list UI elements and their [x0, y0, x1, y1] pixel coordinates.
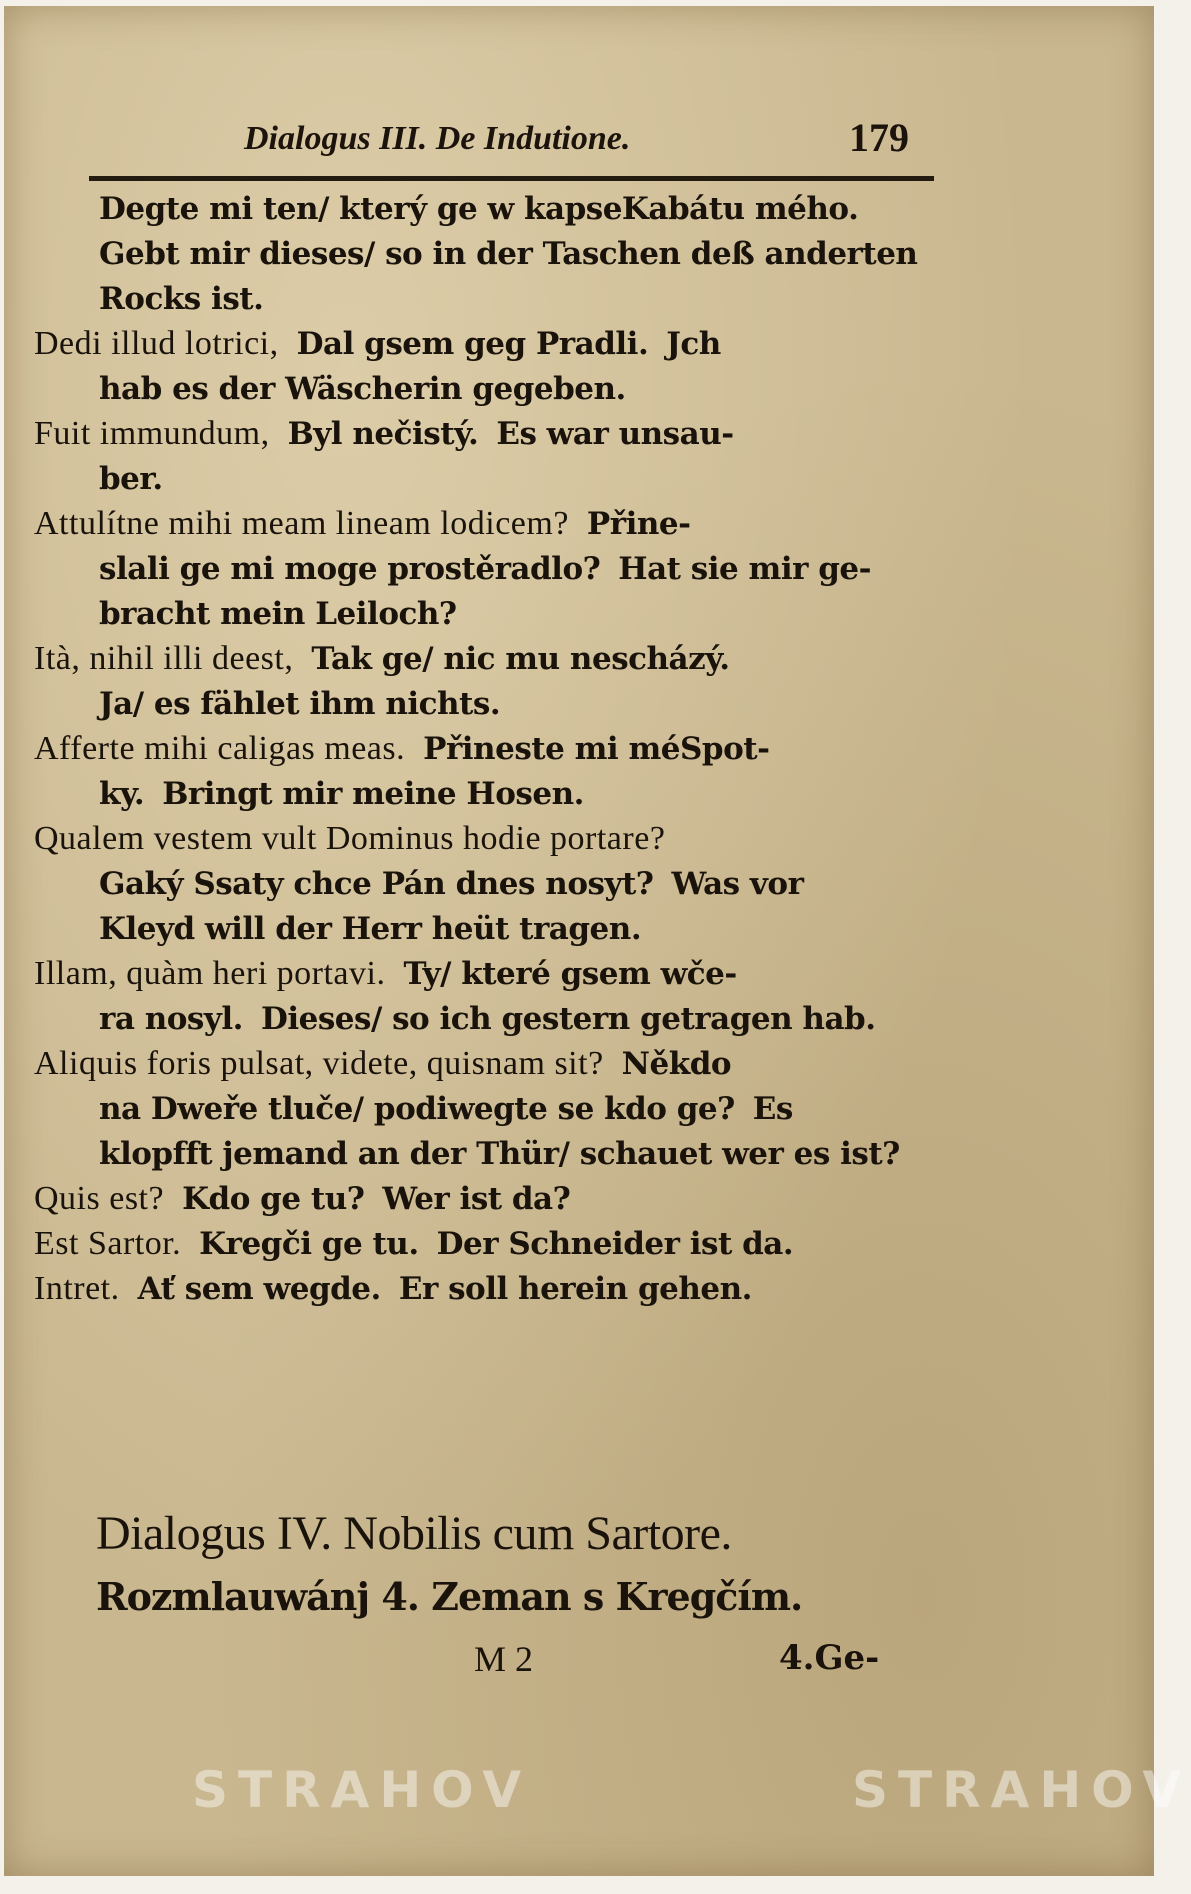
german-phrase: Kleyd will der Herr heüt tragen. [99, 911, 642, 947]
german-phrase: Dieses/ so ich gestern getragen hab. [260, 1001, 876, 1037]
german-phrase: Jch [666, 326, 721, 362]
watermark-left: STRAHOV [192, 1761, 532, 1819]
german-phrase: Er soll herein gehen. [398, 1271, 752, 1307]
latin-phrase: Ità, nihil illi deest, [34, 640, 294, 677]
german-phrase: Was vor [671, 866, 804, 902]
bohemian-phrase: Někdo [621, 1046, 732, 1082]
section-title-bohemian: Rozmlauwánj 4. Zeman s Kregčím. [96, 1574, 803, 1619]
german-phrase: ber. [99, 461, 163, 497]
bohemian-phrase: Přineste mi méSpot- [423, 731, 770, 767]
text-line [34, 1131, 944, 1176]
text-line [34, 996, 944, 1041]
german-phrase: Bringt mir meine Hosen. [162, 776, 584, 812]
bohemian-phrase: Gaký Ssaty chce Pán dnes nosyt? [99, 866, 654, 902]
text-line [34, 816, 944, 861]
bohemian-phrase: Přine- [586, 506, 691, 542]
text-line [34, 1041, 944, 1086]
bohemian-phrase: Tak ge/ nic mu nescházý. [311, 641, 730, 677]
german-phrase: Wer ist da? [382, 1181, 571, 1217]
text-line [34, 456, 944, 501]
text-line [34, 906, 944, 951]
section-title: Dialogus IV. Nobilis cum Sartore. [96, 1507, 732, 1560]
bohemian-phrase: Byl nečistý. [287, 416, 479, 452]
text-line [34, 1266, 944, 1311]
bohemian-phrase: ky. [99, 776, 145, 812]
text-line [34, 681, 944, 726]
latin-phrase: Dedi illud lotrici, [34, 325, 279, 362]
bohemian-phrase: Ty/ které gsem wče- [403, 956, 737, 992]
text-line [34, 186, 944, 231]
text-line [34, 636, 944, 681]
running-head [244, 114, 944, 164]
german-phrase: Ja/ es fählet ihm nichts. [99, 686, 501, 722]
text-line [34, 1221, 944, 1266]
german-phrase: Es war unsau- [496, 416, 734, 452]
latin-phrase: Qualem vestem vult Dominus hodie portare? [34, 820, 666, 857]
text-line [34, 861, 944, 906]
latin-phrase: Est Sartor. [34, 1225, 182, 1262]
text-line [34, 501, 944, 546]
text-line [34, 1176, 944, 1221]
dialogue-text [34, 186, 944, 1311]
text-line [34, 411, 944, 456]
text-line [34, 321, 944, 366]
german-phrase: Der Schneider ist da. [436, 1226, 794, 1262]
text-line [34, 276, 944, 321]
german-phrase: Hat sie mir ge- [618, 551, 871, 587]
latin-phrase: Fuit immundum, [34, 415, 270, 452]
text-line [34, 366, 944, 411]
text-line [34, 591, 944, 636]
catchword: 4.Ge- [779, 1638, 880, 1678]
german-phrase: Gebt mir dieses/ so in der Taschen deß anderten [99, 236, 918, 272]
signature-mark: M 2 [474, 1639, 534, 1679]
latin-phrase: Attulítne mihi meam lineam lodicem? [34, 505, 569, 542]
bohemian-phrase: na Dweře tluče/ podiwegte se kdo ge? [99, 1091, 735, 1127]
german-phrase: Es [752, 1091, 793, 1127]
bohemian-phrase: slali ge mi moge prostěradlo? [99, 551, 601, 587]
bohemian-phrase: Ať sem wegde. [137, 1271, 381, 1307]
bohemian-phrase: Dal gsem geg Pradli. [296, 326, 649, 362]
bohemian-phrase: Kdo ge tu? [182, 1181, 365, 1217]
text-line [34, 771, 944, 816]
bohemian-phrase: Kregči ge tu. [199, 1226, 419, 1262]
german-phrase: Rocks ist. [99, 281, 264, 317]
latin-phrase: Quis est? [34, 1180, 165, 1217]
page-number: 179 [849, 115, 909, 160]
watermark-right: STRAHOV [852, 1761, 1191, 1819]
book-page [4, 6, 1191, 1876]
bohemian-phrase: ra nosyl. [99, 1001, 243, 1037]
text-line [34, 951, 944, 996]
latin-phrase: Afferte mihi caligas meas. [34, 730, 406, 767]
running-head-title: Dialogus III. De Indutione. [244, 120, 631, 157]
bohemian-phrase: Degte mi ten/ který ge w kapseKabátu mého. [99, 191, 859, 227]
german-phrase: hab es der Wäscherin gegeben. [99, 371, 626, 407]
text-line [34, 726, 944, 771]
german-phrase: bracht mein Leiloch? [99, 596, 457, 632]
text-line [34, 1086, 944, 1131]
latin-phrase: Aliquis foris pulsat, videte, quisnam sit? [34, 1045, 604, 1082]
text-line [34, 231, 944, 276]
latin-phrase: Illam, quàm heri portavi. [34, 955, 386, 992]
latin-phrase: Intret. [34, 1270, 120, 1307]
german-phrase: klopfft jemand an der Thür/ schauet wer es ist? [99, 1136, 900, 1172]
text-line [34, 546, 944, 591]
header-rule [89, 176, 934, 181]
